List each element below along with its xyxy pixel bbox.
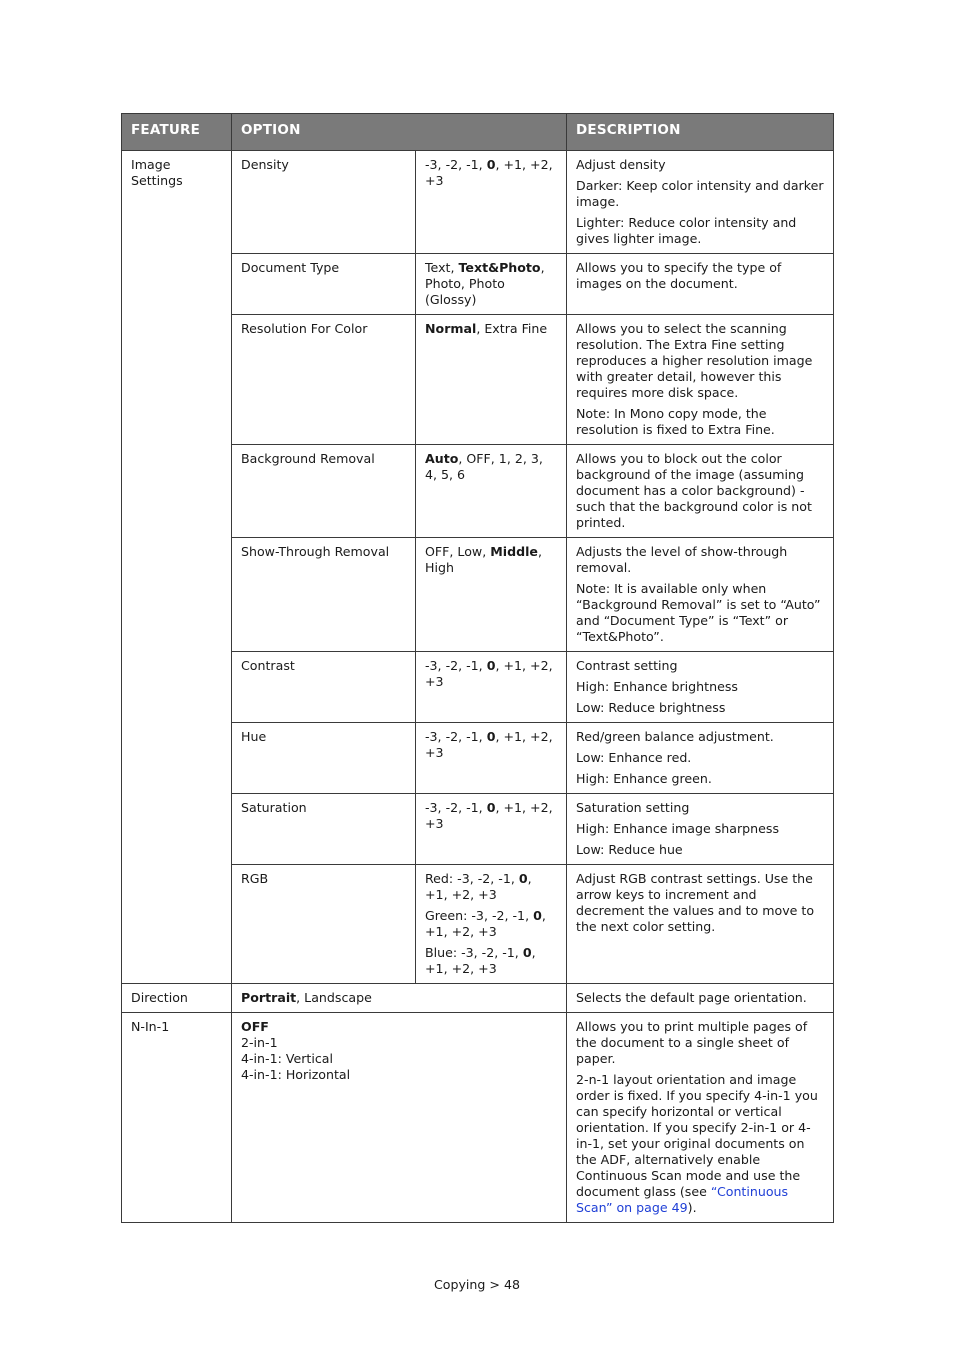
option-hue: Hue: [232, 723, 416, 794]
desc-background-removal: Allows you to block out the color background of the image (assuming document has a color background) - such that the background color is not printed.: [567, 445, 834, 538]
table-row: [122, 151, 834, 254]
settings-table: [121, 113, 834, 1223]
values-document-type: Text, Text&Photo, Photo, Photo (Glossy): [416, 254, 567, 315]
values-show-through: OFF, Low, Middle, High: [416, 538, 567, 652]
values-n-in-1: OFF 2-in-1 4-in-1: Vertical 4-in-1: Horizontal: [232, 1013, 567, 1223]
feature-direction: Direction: [122, 984, 232, 1013]
desc-document-type: Allows you to specify the type of images on the document.: [567, 254, 834, 315]
rgb-red: Red: -3, -2, -1, 0, +1, +2, +3: [425, 871, 532, 902]
table-header-row: [122, 114, 834, 151]
feature-image-settings: Image Settings: [122, 151, 232, 984]
header-description: DESCRIPTION: [567, 114, 834, 151]
option-rgb: RGB: [232, 865, 416, 984]
continuous-scan-link[interactable]: “Continuous Scan” on page 49: [576, 1184, 789, 1215]
option-contrast: Contrast: [232, 652, 416, 723]
values-density: -3, -2, -1, 0, +1, +2, +3: [416, 151, 567, 254]
values-hue: -3, -2, -1, 0, +1, +2, +3: [416, 723, 567, 794]
desc-n-in-1: Allows you to print multiple pages of the document to a single sheet of paper. 2-n-1 layout orientation and image order is fixed. If you specify 4-in-1 you can specify horizontal or vertical orientation. If you specify 2-in-1 or 4-in-1, set your original documents on the ADF, alternatively enable Continuous Scan mode and use the document glass (see “Continuous Scan” on page 49).: [567, 1013, 834, 1223]
header-feature: FEATURE: [122, 114, 232, 151]
values-saturation: -3, -2, -1, 0, +1, +2, +3: [416, 794, 567, 865]
desc-resolution: Allows you to select the scanning resolution. The Extra Fine setting reproduces a higher resolution image with greater detail, however this requires more disk space. Note: In Mono copy mode, the resolution is fixed to Extra Fine.: [567, 315, 834, 445]
values-rgb: [416, 865, 567, 984]
desc-hue: Red/green balance adjustment. Low: Enhance red. High: Enhance green.: [567, 723, 834, 794]
table-row: [122, 1013, 834, 1223]
desc-rgb: Adjust RGB contrast settings. Use the arrow keys to increment and decrement the values and to move to the next color setting.: [567, 865, 834, 984]
values-background-removal: Auto, OFF, 1, 2, 3, 4, 5, 6: [416, 445, 567, 538]
page-footer: Copying > 48: [433, 1277, 520, 1292]
option-background-removal: Background Removal: [232, 445, 416, 538]
feature-n-in-1: N-In-1: [122, 1013, 232, 1223]
values-contrast: -3, -2, -1, 0, +1, +2, +3: [416, 652, 567, 723]
values-resolution: Normal, Extra Fine: [416, 315, 567, 445]
option-density: Density: [232, 151, 416, 254]
desc-contrast: Contrast setting High: Enhance brightness Low: Reduce brightness: [567, 652, 834, 723]
rgb-blue: Blue: -3, -2, -1, 0, +1, +2, +3: [425, 945, 536, 976]
desc-direction: Selects the default page orientation.: [567, 984, 834, 1013]
values-direction: Portrait, Landscape: [232, 984, 567, 1013]
desc-saturation: Saturation setting High: Enhance image sharpness Low: Reduce hue: [567, 794, 834, 865]
table-row: [122, 984, 834, 1013]
header-option: OPTION: [232, 114, 567, 151]
desc-show-through: Adjusts the level of show-through removal. Note: It is available only when “Background Removal” is set to “Auto” and “Document Type” is “Text” or “Text&Photo”.: [567, 538, 834, 652]
option-show-through: Show-Through Removal: [232, 538, 416, 652]
option-document-type: Document Type: [232, 254, 416, 315]
rgb-green: Green: -3, -2, -1, 0, +1, +2, +3: [425, 908, 546, 939]
desc-density: Adjust density Darker: Keep color intensity and darker image. Lighter: Reduce color intensity and gives lighter image.: [567, 151, 834, 254]
option-saturation: Saturation: [232, 794, 416, 865]
option-resolution: Resolution For Color: [232, 315, 416, 445]
